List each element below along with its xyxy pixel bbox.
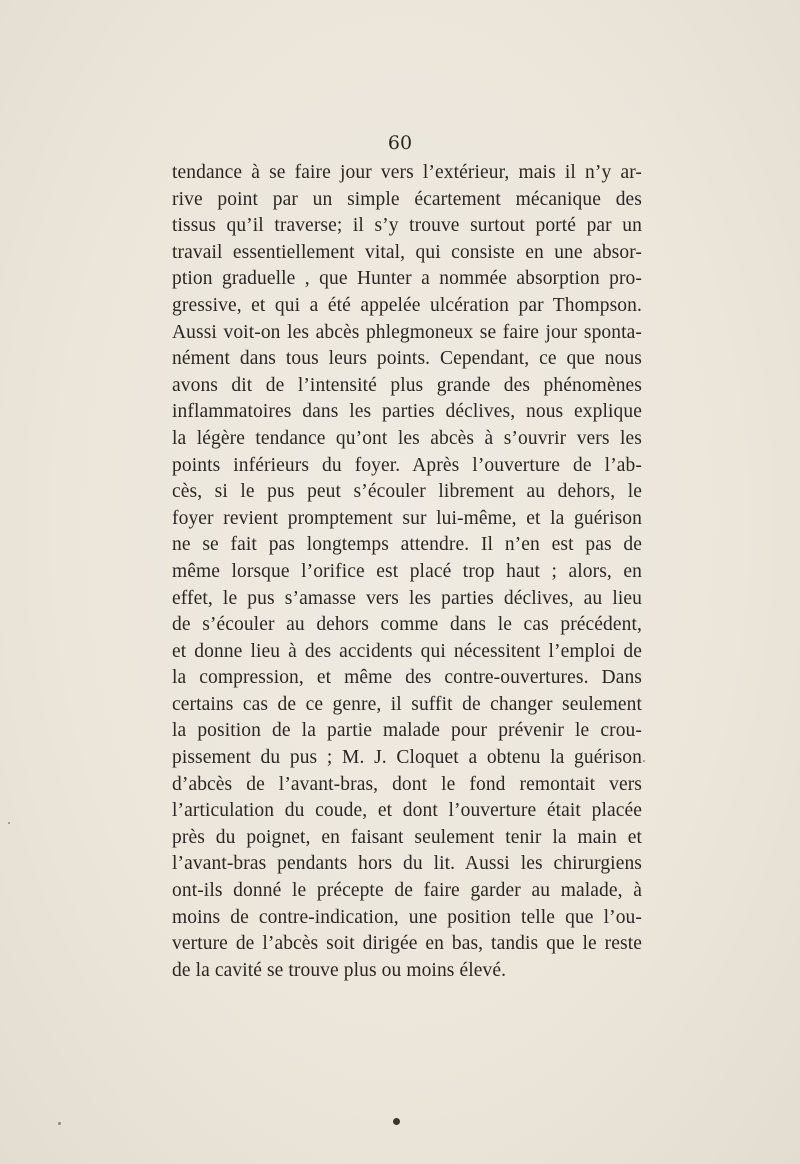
text-line: tendance à se faire jour vers l’extérieur, mais il n’y ar- xyxy=(172,162,642,183)
text-line: ont-ils donné le précepte de faire garder au malade, à xyxy=(172,880,642,902)
text-line: inflammatoires dans les parties déclives, nous explique xyxy=(172,401,642,423)
text-line: la compression, et même des contre-ouvertures. Dans xyxy=(172,667,642,689)
text-line: la position de la partie malade pour prévenir le crou- xyxy=(172,720,642,742)
ink-dot xyxy=(393,1118,400,1125)
text-line: rive point par un simple écartement mécanique des xyxy=(172,188,642,210)
text-line: Aussi voit-on les abcès phlegmoneux se faire jour sponta- xyxy=(172,321,642,343)
paper-speck xyxy=(58,1122,61,1125)
text-line: verture de l’abcès soit dirigée en bas, tandis que le reste xyxy=(172,933,642,955)
text-line: la légère tendance qu’ont les abcès à s’ouvrir vers les xyxy=(172,427,642,449)
body-text xyxy=(172,160,642,984)
text-line: de s’écouler au dehors comme dans le cas précédent, xyxy=(172,614,642,636)
text-line: même lorsque l’orifice est placé trop haut ; alors, en xyxy=(172,560,642,582)
text-line: effet, le pus s’amasse vers les parties déclives, au lieu xyxy=(172,587,642,609)
text-line: moins de contre-indication, une position telle que l’ou- xyxy=(172,906,642,928)
text-line: tissus qu’il traverse; il s’y trouve surtout porté par un xyxy=(172,215,642,237)
text-line: foyer revient promptement sur lui-même, et la guérison xyxy=(172,507,642,529)
paper-speck xyxy=(643,760,645,762)
paper-speck xyxy=(8,822,10,824)
page-number: 60 xyxy=(387,132,413,154)
text-line: gressive, et qui a été appelée ulcération par Thompson. xyxy=(172,294,642,316)
text-line: avons dit de l’intensité plus grande des phénomènes xyxy=(172,374,642,396)
text-line: de la cavité se trouve plus ou moins élevé. xyxy=(172,959,507,981)
text-line: l’articulation du coude, et dont l’ouverture était placée xyxy=(172,800,642,822)
text-line: ption graduelle , que Hunter a nommée absorption pro- xyxy=(172,268,642,290)
text-line: et donne lieu à des accidents qui nécessitent l’emploi de xyxy=(172,640,642,662)
text-line: cès, si le pus peut s’écouler librement au dehors, le xyxy=(172,481,642,503)
text-line: ne se fait pas longtemps attendre. Il n’en est pas de xyxy=(172,534,642,556)
text-line: nément dans tous leurs points. Cependant, ce que nous xyxy=(172,348,642,370)
text-line: l’avant-bras pendants hors du lit. Aussi les chirurgiens xyxy=(172,853,642,875)
text-line: près du poignet, en faisant seulement tenir la main et xyxy=(172,826,642,848)
text-line: certains cas de ce genre, il suffit de changer seulement xyxy=(172,693,642,715)
text-line: points inférieurs du foyer. Après l’ouverture de l’ab- xyxy=(172,454,642,476)
text-line: d’abcès de l’avant-bras, dont le fond remontait vers xyxy=(172,773,642,795)
text-line: pissement du pus ; M. J. Cloquet a obtenu la guérison xyxy=(172,747,642,769)
text-line: travail essentiellement vital, qui consiste en une absor- xyxy=(172,241,642,263)
